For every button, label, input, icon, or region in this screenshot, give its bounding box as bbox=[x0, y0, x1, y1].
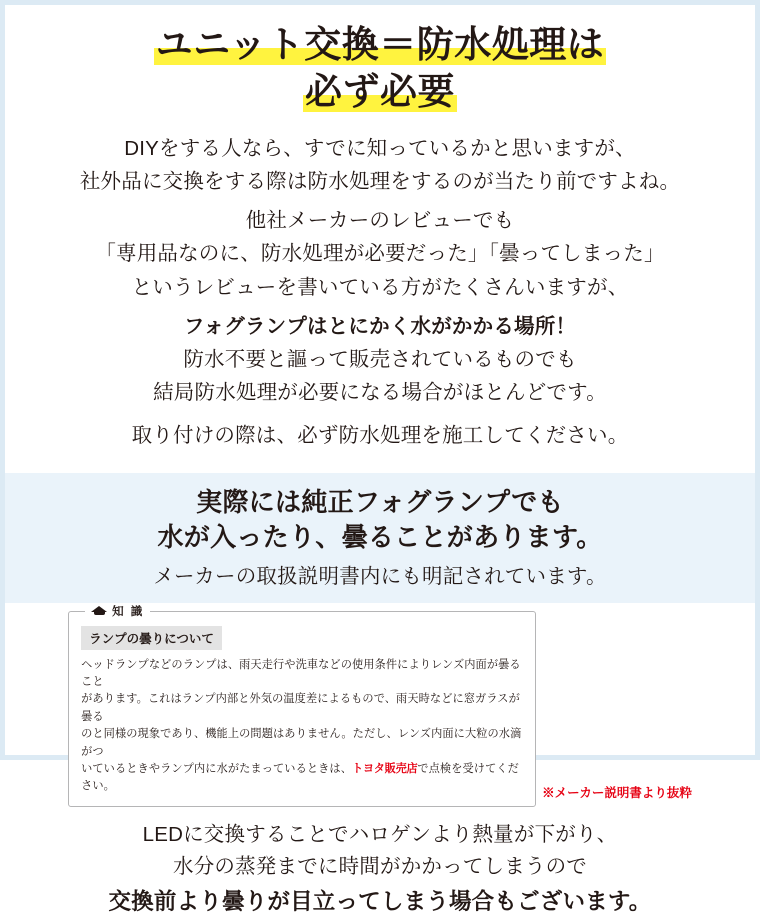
intro-line-2: 社外品に交換をする際は防水処理をするのが当たり前ですよね。 bbox=[79, 169, 681, 193]
warning-line-1: 防水不要と謳って販売されているものでも bbox=[183, 347, 577, 371]
excerpt-body-line-3: のと同様の現象であり、機能上の問題はありません。ただし、レンズ内面に大粒の水滴がつ bbox=[81, 728, 522, 758]
band-subtext: メーカーの取扱説明書内にも明記されています。 bbox=[153, 564, 607, 588]
manual-excerpt-row bbox=[5, 603, 755, 809]
title-line-1 bbox=[25, 21, 735, 68]
excerpt-body-line-4 bbox=[81, 761, 523, 778]
excerpt-body-line-2: があります。これはランプ内部と外気の温度差によるもので、雨天時などに窓ガラスが曇る bbox=[81, 693, 520, 723]
band-headline-2: 水が入ったり、曇ることがあります。 bbox=[157, 521, 603, 552]
excerpt-subtitle: ランプの曇りについて bbox=[81, 626, 222, 650]
intro-paragraphs bbox=[5, 122, 755, 459]
knowledge-tab-label: 知 識 bbox=[112, 605, 145, 618]
closing-line-1: LEDに交換することでハロゲンより熱量が下がり、 bbox=[142, 822, 618, 846]
band-headline-1: 実際には純正フォグランプでも bbox=[196, 486, 564, 517]
excerpt-body-line-5: さい。 bbox=[81, 780, 115, 793]
title-line-2 bbox=[25, 68, 735, 115]
intro-line-6: 取り付けの際は、必ず防水処理を施工してください。 bbox=[131, 424, 629, 448]
spacer bbox=[23, 409, 737, 419]
emphasis-band bbox=[5, 473, 755, 603]
excerpt-body-line-4-post: で点検を受けてくだ bbox=[417, 762, 519, 775]
title-highlight-1: ユニット交換＝防水処理は bbox=[155, 24, 605, 65]
intro-line-4: 「専用品なのに、防水処理が必要だった」「曇ってしまった」 bbox=[95, 242, 665, 266]
excerpt-source-note: ※メーカー説明書より抜粋 bbox=[542, 785, 692, 800]
title-highlight-2: 必ず必要 bbox=[305, 71, 455, 113]
page-title bbox=[5, 5, 755, 122]
warning-line-2: 結局防水処理が必要になる場合がほとんどです。 bbox=[153, 381, 607, 405]
intro-line-1: DIYをする人なら、すでに知っているかと思いますが、 bbox=[124, 136, 636, 160]
excerpt-body bbox=[81, 657, 523, 796]
manual-excerpt-figure bbox=[68, 605, 536, 807]
closing-paragraphs bbox=[5, 809, 755, 920]
intro-line-5: というレビューを書いている方がたくさんいますが、 bbox=[131, 275, 629, 299]
closing-line-3: 交換前より曇りが目立ってしまう場合もございます。 bbox=[108, 889, 652, 915]
graduation-cap-icon bbox=[91, 605, 108, 616]
closing-line-2: 水分の蒸発までに時間がかかってしまうので bbox=[173, 855, 587, 879]
warning-headline: フォグランプはとにかく水がかかる場所！ bbox=[183, 314, 577, 338]
excerpt-body-line-4-pre: いているときやランプ内に水がたまっているときは、 bbox=[81, 762, 353, 775]
excerpt-body-line-1: ヘッドランプなどのランプは、雨天走行や洗車などの使用条件によりレンズ内面が曇ること bbox=[81, 658, 521, 689]
knowledge-tab bbox=[85, 603, 150, 619]
toyota-dealer-mark: トヨタ販売店 bbox=[352, 762, 418, 775]
intro-line-3: 他社メーカーのレビューでも bbox=[245, 209, 515, 233]
